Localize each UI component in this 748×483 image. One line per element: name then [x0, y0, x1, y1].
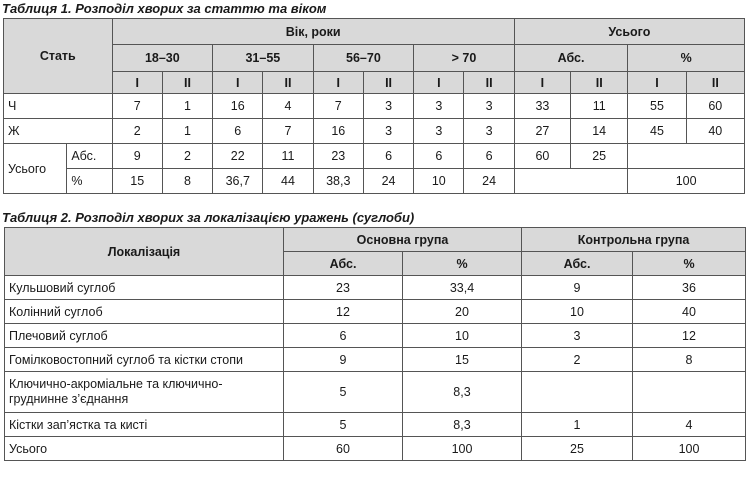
cell: 20 [403, 300, 522, 324]
header-sub: I [414, 72, 464, 94]
header-abs: Абс. [284, 252, 403, 276]
table-row [5, 437, 746, 461]
table-row [4, 94, 745, 119]
cell: 14 [571, 119, 628, 144]
cell: 7 [263, 119, 313, 144]
empty-cell [514, 169, 628, 194]
header-control-group: Контрольна група [522, 228, 746, 252]
cell: 3 [414, 119, 464, 144]
row-label: Колінний суглоб [5, 300, 284, 324]
cell: 40 [633, 300, 746, 324]
cell: 23 [284, 276, 403, 300]
row-label: Гомілковостопний суглоб та кістки стопи [5, 348, 284, 372]
cell: 4 [263, 94, 313, 119]
empty-cell [628, 144, 745, 169]
cell: 8,3 [403, 413, 522, 437]
cell: 10 [403, 324, 522, 348]
header-sub: II [162, 72, 212, 94]
table-row [4, 119, 745, 144]
cell: 100 [628, 169, 745, 194]
cell: 25 [522, 437, 633, 461]
table-localization [4, 227, 746, 461]
cell: 45 [628, 119, 686, 144]
row-label [5, 372, 284, 413]
cell: 3 [363, 119, 413, 144]
cell: 2 [162, 144, 212, 169]
row-label: Усього [5, 437, 284, 461]
cell [522, 372, 633, 413]
cell: 16 [213, 94, 263, 119]
header-main-group: Основна група [284, 228, 522, 252]
cell: 24 [464, 169, 514, 194]
cell: 8,3 [403, 372, 522, 413]
cell: 15 [112, 169, 162, 194]
cell: 10 [522, 300, 633, 324]
cell: 6 [284, 324, 403, 348]
table-row [5, 348, 746, 372]
header-sub: II [686, 72, 744, 94]
cell: 1 [162, 119, 212, 144]
cell: 8 [162, 169, 212, 194]
cell: 5 [284, 413, 403, 437]
cell: 33,4 [403, 276, 522, 300]
table1-caption: Таблиця 1. Розподіл хворих за статтю та віком [2, 1, 327, 16]
cell: 11 [571, 94, 628, 119]
cell: 6 [464, 144, 514, 169]
row-label: Ч [4, 94, 113, 119]
header-age: Вік, роки [112, 19, 514, 45]
table2-caption: Таблиця 2. Розподіл хворих за локалізацією уражень (суглоби) [2, 210, 415, 225]
cell: 6 [363, 144, 413, 169]
cell: 7 [313, 94, 363, 119]
cell: 3 [414, 94, 464, 119]
table-row [5, 324, 746, 348]
cell: 2 [522, 348, 633, 372]
header-age-group: 56–70 [313, 45, 414, 72]
header-age-group: > 70 [414, 45, 515, 72]
cell: 44 [263, 169, 313, 194]
cell: 1 [162, 94, 212, 119]
cell: 9 [522, 276, 633, 300]
cell: 4 [633, 413, 746, 437]
cell: 36,7 [213, 169, 263, 194]
cell: 22 [213, 144, 263, 169]
header-sub: I [514, 72, 570, 94]
cell: 1 [522, 413, 633, 437]
header-abs: Абс. [514, 45, 628, 72]
table-row [5, 276, 746, 300]
cell: 33 [514, 94, 570, 119]
cell: 38,3 [313, 169, 363, 194]
abs-label: Абс. [67, 144, 112, 169]
row-label: Плечовий суглоб [5, 324, 284, 348]
cell: 3 [464, 94, 514, 119]
row-label: Кульшовий суглоб [5, 276, 284, 300]
table-row [5, 372, 746, 413]
cell: 25 [571, 144, 628, 169]
header-sub: I [313, 72, 363, 94]
row-label-line: Ключично-акроміальне та ключично- [9, 377, 223, 391]
cell: 100 [633, 437, 746, 461]
cell: 36 [633, 276, 746, 300]
pct-label: % [67, 169, 112, 194]
cell: 27 [514, 119, 570, 144]
header-sub: II [263, 72, 313, 94]
cell: 55 [628, 94, 686, 119]
header-pct: % [403, 252, 522, 276]
cell: 6 [213, 119, 263, 144]
cell: 9 [112, 144, 162, 169]
cell: 6 [414, 144, 464, 169]
cell: 5 [284, 372, 403, 413]
cell: 60 [284, 437, 403, 461]
cell: 10 [414, 169, 464, 194]
cell: 8 [633, 348, 746, 372]
cell: 40 [686, 119, 744, 144]
cell: 15 [403, 348, 522, 372]
cell: 3 [363, 94, 413, 119]
cell [633, 372, 746, 413]
cell: 2 [112, 119, 162, 144]
header-sub: I [213, 72, 263, 94]
table-row [4, 169, 745, 194]
header-pct: % [633, 252, 746, 276]
cell: 24 [363, 169, 413, 194]
table-sex-age [3, 18, 745, 194]
table-row [5, 413, 746, 437]
header-age-group: 31–55 [213, 45, 314, 72]
header-sub: II [571, 72, 628, 94]
header-sub: I [628, 72, 686, 94]
row-label: Кістки зап’ястка та кисті [5, 413, 284, 437]
header-age-group: 18–30 [112, 45, 213, 72]
cell: 12 [284, 300, 403, 324]
cell: 60 [514, 144, 570, 169]
cell: 3 [464, 119, 514, 144]
cell: 11 [263, 144, 313, 169]
cell: 100 [403, 437, 522, 461]
header-pct: % [628, 45, 745, 72]
cell: 23 [313, 144, 363, 169]
cell: 7 [112, 94, 162, 119]
cell: 3 [522, 324, 633, 348]
cell: 12 [633, 324, 746, 348]
header-abs: Абс. [522, 252, 633, 276]
row-label: Ж [4, 119, 113, 144]
total-row-label: Усього [4, 144, 67, 194]
cell: 16 [313, 119, 363, 144]
header-loc: Локалізація [5, 228, 284, 276]
row-label-line: груднинне з’єднання [9, 392, 129, 406]
header-sub: II [363, 72, 413, 94]
table-row [5, 300, 746, 324]
header-total: Усього [514, 19, 744, 45]
header-sub: II [464, 72, 514, 94]
cell: 60 [686, 94, 744, 119]
header-sub: I [112, 72, 162, 94]
table-row [4, 144, 745, 169]
header-stat: Стать [4, 19, 113, 94]
cell: 9 [284, 348, 403, 372]
